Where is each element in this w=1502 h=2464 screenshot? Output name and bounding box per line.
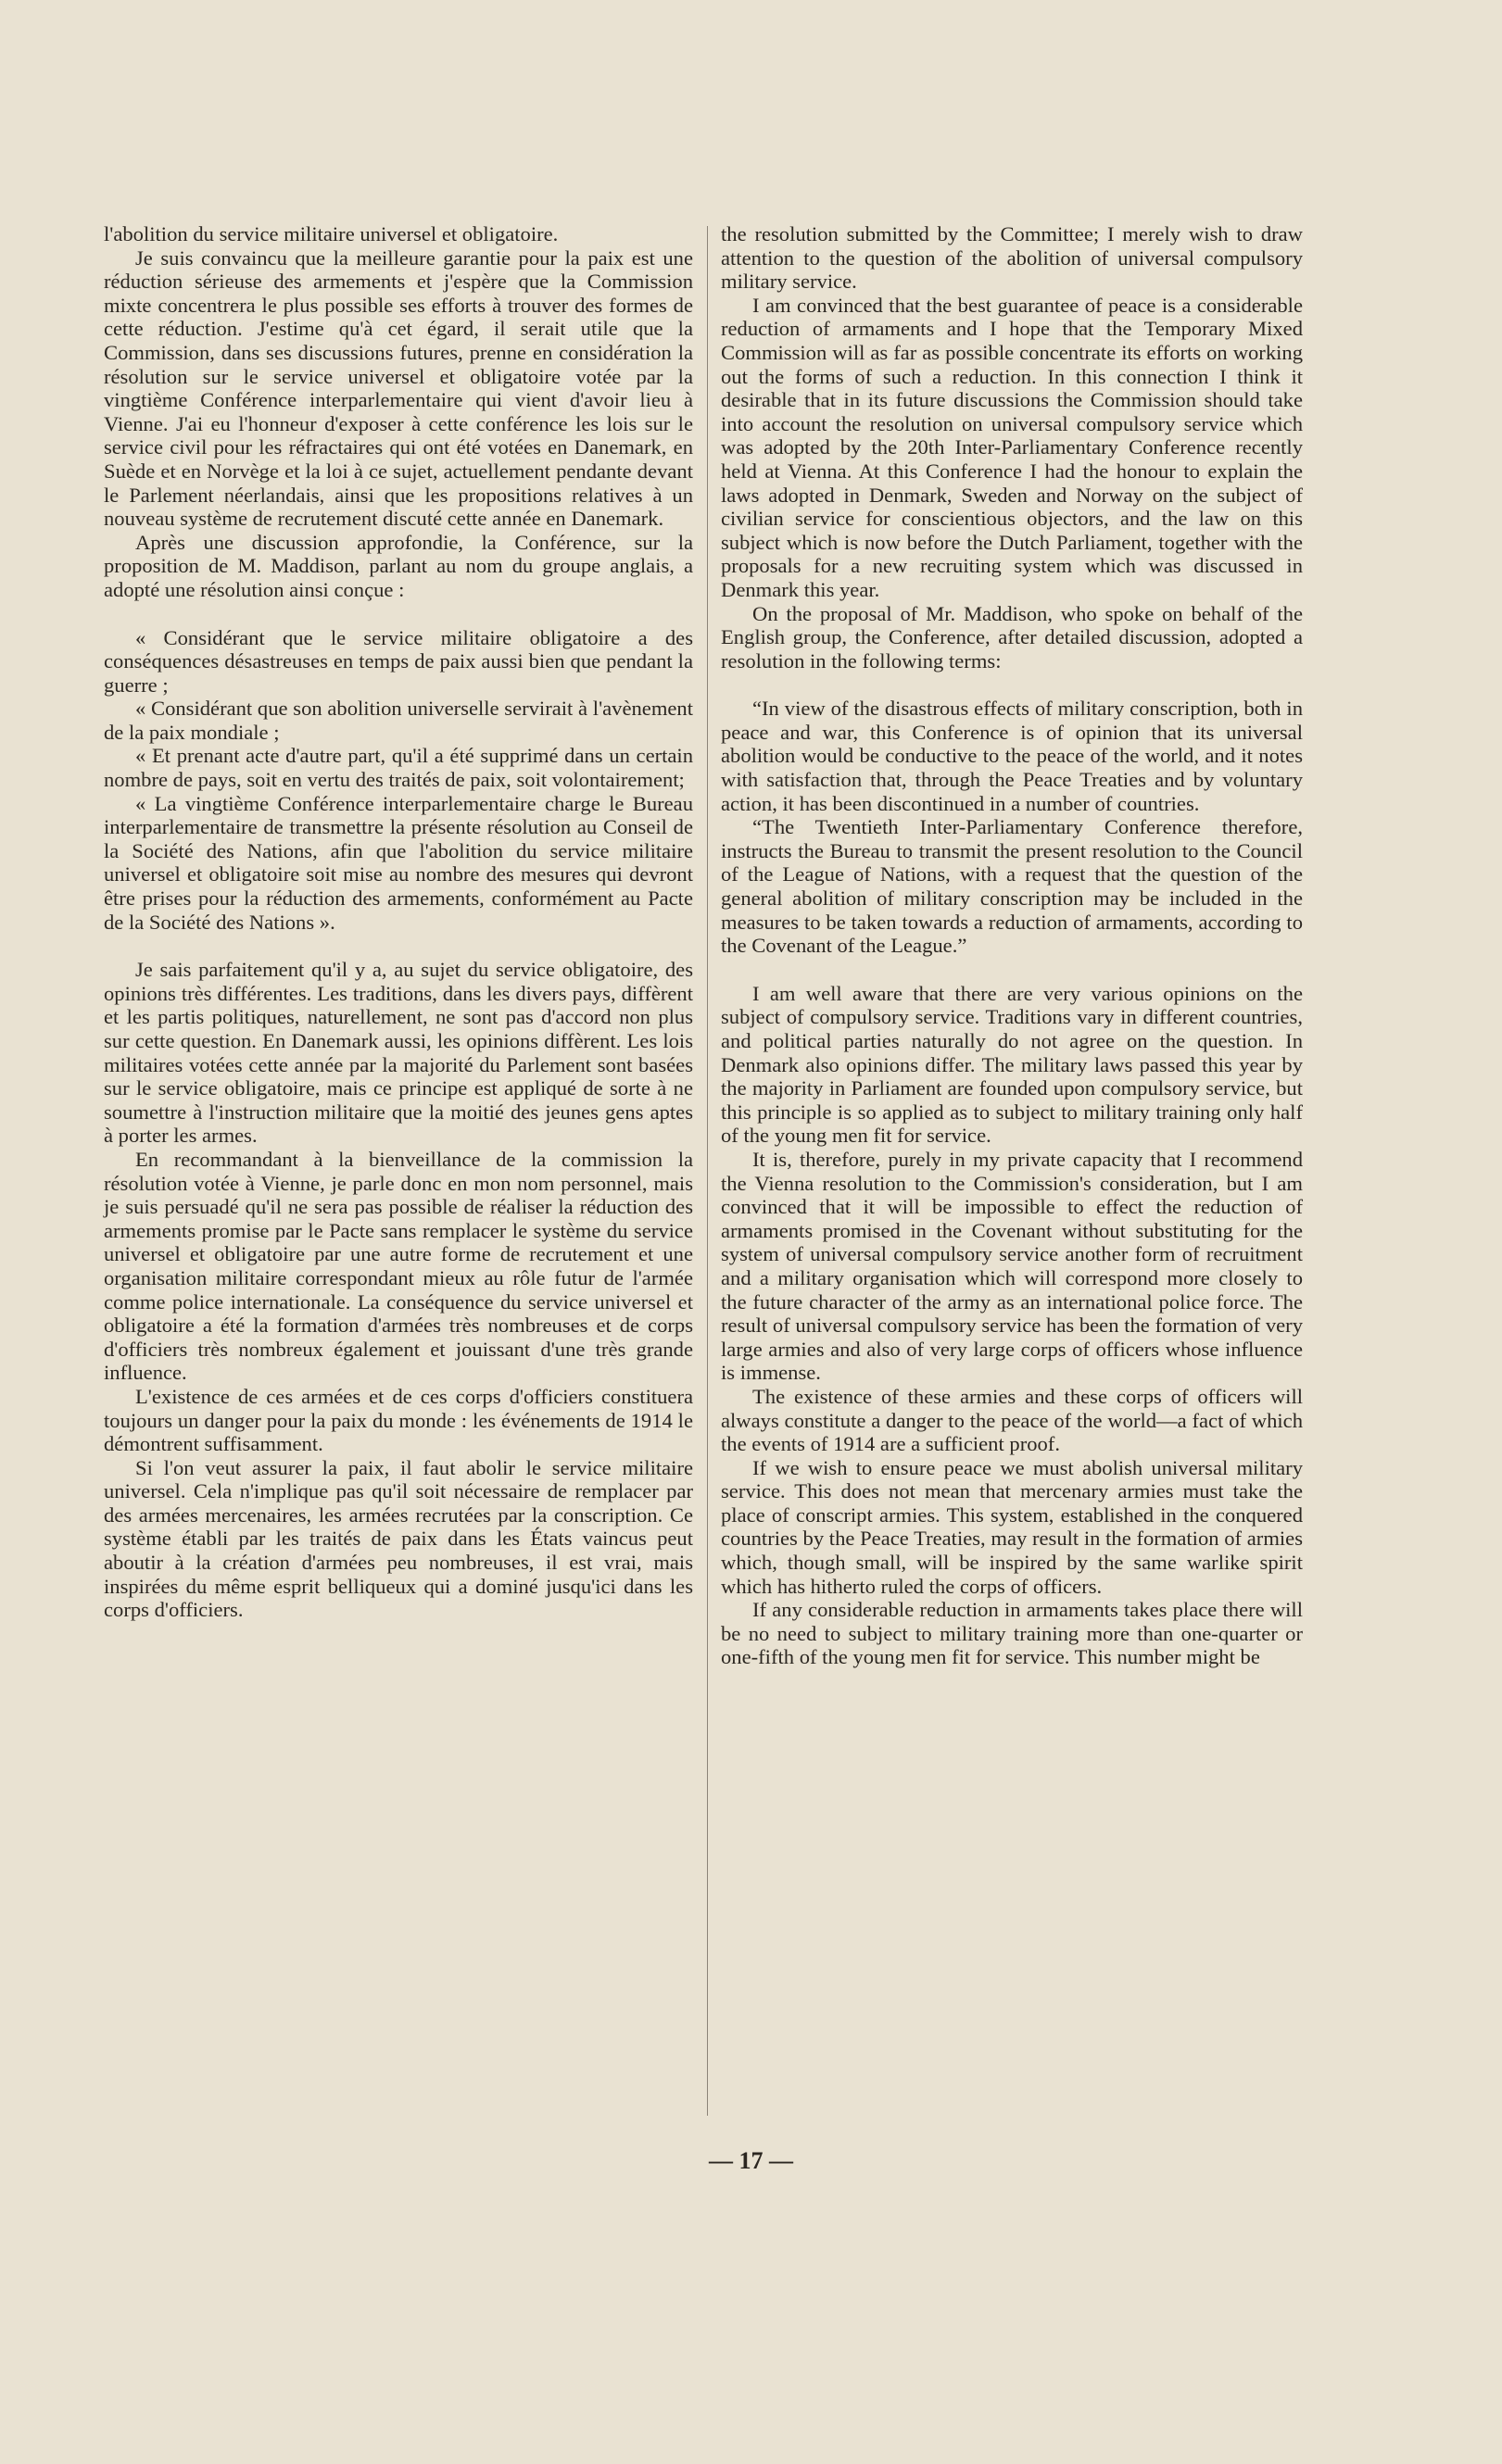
en-paragraph-7: If we wish to ensure peace we must abolish universal military service. This does not mean that mercenary armies must take the place of conscript armies. This system, established in the conquered countries by the Peace Treaties, may result in the formation of armies which, though small, will be inspired by the same warlike spirit which has hitherto ruled the corps of officers. — [721, 1455, 1303, 1598]
en-paragraph-2: I am convinced that the best guarantee of peace is a considerable reduction of armaments and I hope that the Temporary Mixed Commission will as far as possible concentrate its efforts on working out the forms of such a reduction. In this connection I think it desirable that in its future discussions the Commission should take into account the resolution on universal compulsory service which was adopted by the 20th Inter-Parliamentary Conference recently held at Vienna. At this Conference I had the honour to explain the laws adopted in Denmark, Sweden and Norway on the subject of civilian service for conscientious objectors, and the law on this subject which is now before the Dutch Parliament, together with the proposals for a new recruiting system which was discussed in Denmark this year. — [721, 293, 1303, 601]
fr-paragraph-1: l'abolition du service militaire universel et obligatoire. — [104, 222, 559, 245]
en-paragraph-5: It is, therefore, purely in my private capacity that I recommend the Vienna resolution to the Commission's consideration, but I am convinced that it will be impossible to effect the reduction of armaments promised in the Covenant without substituting for the system of universal compulsory service another form of recruitment and a military organisation which will correspond more closely to the future character of the army as an international police force. The result of universal compulsory service has been the formation of very large armies and also of very large corps of officers whose influence is immense. — [721, 1147, 1303, 1385]
fr-paragraph-3: Après une discussion approfondie, la Conférence, sur la proposition de M. Maddison, parlant au nom du groupe anglais, a adopté une résolution ainsi conçue : — [104, 530, 693, 601]
en-paragraph-1: the resolution submitted by the Committee; I merely wish to draw attention to the question of the abolition of universal compulsory military service. — [721, 222, 1303, 294]
fr-resolution-2: « Considérant que son abolition universelle servirait à l'avènement de la paix mondiale ; — [104, 697, 693, 744]
column-divider — [707, 226, 708, 2116]
en-paragraph-6: The existence of these armies and these corps of officers will always constitute a danger to the peace of the world—a fact of which the events of 1914 are a sufficient proof. — [721, 1384, 1303, 1456]
fr-resolution-1: « Considérant que le service militaire obligatoire a des conséquences désastreuses en temps de paix aussi bien que pendant la guerre ; — [104, 625, 693, 697]
fr-paragraph-2: Je suis convaincu que la meilleure garantie pour la paix est une réduction sérieuse des armements et j'espère que la Commission mixte concentrera le plus possible ses efforts à trouver des formes de cette réduction. J'estime qu'à cet égard, il serait utile que la Commission, dans ses discussions futures, prenne en considération la résolution sur le service universel et obligatoire votée par la vingtième Conférence interparlementaire qui vient d'avoir lieu à Vienne. J'ai eu l'honneur d'exposer à cette conférence les lois sur le service civil pour les réfractaires qui ont été votées en Danemark, en Suède et en Norvège et la loi à ce sujet, actuellement pendante devant le Parlement néerlandais, ainsi que les propositions relatives à un nouveau système de recrutement discuté cette année en Danemark. — [104, 245, 693, 531]
fr-paragraph-5: En recommandant à la bienveillance de la commission la résolution votée à Vienne, je parle donc en mon nom personnel, mais je suis persuadé qu'il ne sera pas possible de réaliser la réduction des armements promise par le Pacte sans remplacer le système du service universel et obligatoire par une autre forme de recrutement et une organisation militaire correspondant mieux au rôle futur de l'armée comme police internationale. La conséquence du service universel et obligatoire a été la formation d'armées très nombreuses et de corps d'officiers très nombreux également et jouissant d'une très grande influence. — [104, 1147, 693, 1385]
fr-resolution-3: « Et prenant acte d'autre part, qu'il a été supprimé dans un certain nombre de pays, soit en vertu des traités de paix, soit volontairement; — [104, 744, 693, 792]
french-column — [104, 222, 693, 1622]
english-column — [721, 222, 1303, 1669]
page-number: — 17 — — [709, 2147, 793, 2174]
en-paragraph-3: On the proposal of Mr. Maddison, who spoke on behalf of the English group, the Conference, after detailed discussion, adopted a resolution in the following terms: — [721, 601, 1303, 673]
en-resolution-1: “In view of the disastrous effects of military conscription, both in peace and war, this Conference is of opinion that its universal abolition would be conductive to the peace of the world, and it notes with satisfaction that, through the Peace Treaties and by voluntary action, it has been discontinued in a number of countries. — [721, 697, 1303, 815]
fr-resolution-4: « La vingtième Conférence interparlementaire charge le Bureau interparlementaire de transmettre la présente résolution au Conseil de la Société des Nations, afin que l'abolition du service militaire universel et obligatoire soit mise au nombre des mesures qui devront être prises pour la réduction des armements, conformément au Pacte de la Société des Nations ». — [104, 791, 693, 934]
fr-paragraph-6: L'existence de ces armées et de ces corps d'officiers constituera toujours un danger pour la paix du monde : les événements de 1914 le démontrent suffisamment. — [104, 1384, 693, 1456]
en-paragraph-4: I am well aware that there are very various opinions on the subject of compulsory service. Traditions vary in different countries, and political parties naturally do not agree on the question. In Denmark also opinions differ. The military laws passed this year by the majority in Parliament are founded upon compulsory service, but this principle is so applied as to subject to military training only half of the young men fit for service. — [721, 981, 1303, 1148]
en-paragraph-8: If any considerable reduction in armaments takes place there will be no need to subject to military training more than one-quarter or one-fifth of the young men fit for service. This number might be — [721, 1598, 1303, 1669]
fr-paragraph-4: Je sais parfaitement qu'il y a, au sujet du service obligatoire, des opinions très différentes. Les traditions, dans les divers pays, diffèrent et les partis politiques, naturellement, ne sont pas d'accord non plus sur cette question. En Danemark aussi, les opinions diffèrent. Les lois militaires votées cette année par la majorité du Parlement sont basées sur le service obligatoire, mais ce principe est appliqué de sorte à ne soumettre à l'instruction militaire que la moitié des jeunes gens aptes à porter les armes. — [104, 958, 693, 1148]
fr-paragraph-7: Si l'on veut assurer la paix, il faut abolir le service militaire universel. Cela n'implique pas qu'il soit nécessaire de remplacer par des armées mercenaires, les armées recrutées par la conscription. Ce système établi par les traités de paix dans les États vaincus peut aboutir à la création d'armées peu nombreuses, il est vrai, mais inspirées du même esprit belliqueux qui a dominé jusqu'ici dans les corps d'officiers. — [104, 1455, 693, 1622]
en-resolution-2: “The Twentieth Inter-Parliamentary Conference therefore, instructs the Bureau to transmit the present resolution to the Council of the League of Nations, with a request that the question of the general abolition of military conscription may be included in the measures to be taken towards a reduction of armaments, according to the Covenant of the League.” — [721, 815, 1303, 958]
